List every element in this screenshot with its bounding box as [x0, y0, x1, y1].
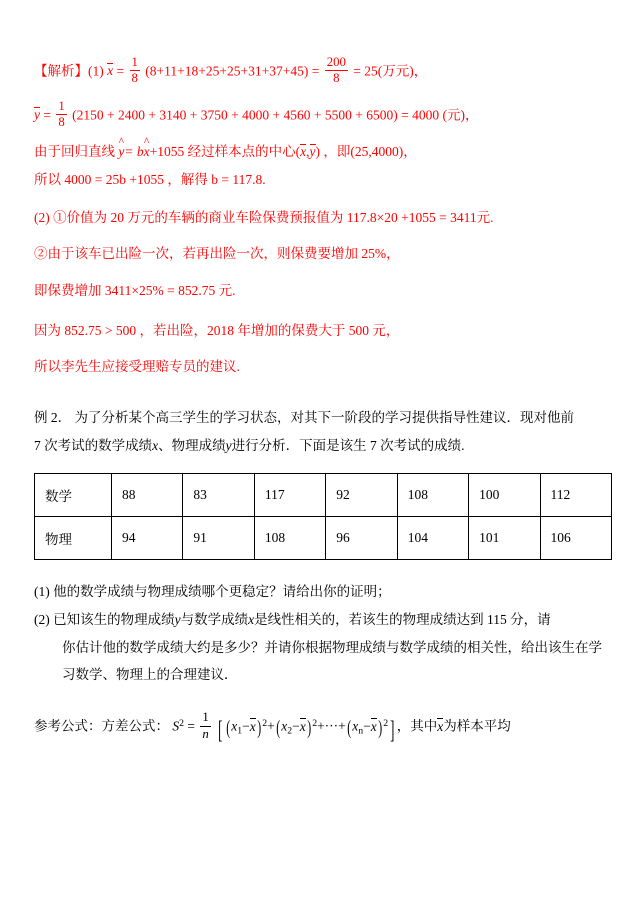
intro2-a: 7 次考试的数学成绩 [34, 437, 153, 453]
equals-3: = [353, 63, 361, 79]
question-1: (1) 他的数学成绩与物理成绩哪个更稳定？请给出你的证明； [34, 584, 391, 600]
formula-xn: x [352, 718, 359, 734]
formula-x1: x [231, 718, 238, 734]
q2-b: 与数学成绩 [180, 612, 249, 628]
right-paren-n: ) [378, 717, 382, 739]
formula-xn-sub: n [358, 725, 364, 737]
right-paren-2: ) [306, 717, 311, 739]
regression-text-d: ，即 [323, 143, 351, 159]
solution-line-4 [34, 173, 612, 187]
physics-score-6: 101 [469, 517, 540, 560]
variable-y-2: y [174, 612, 181, 628]
solution-line-9 [34, 360, 612, 374]
center-point: (x,y) [295, 143, 320, 159]
formula-x1-sub: 1 [237, 725, 243, 737]
solution-line-1 [34, 56, 612, 86]
formula-x2-sub: 2 [287, 725, 293, 737]
solution-line-3 [34, 144, 612, 159]
center-values: (25,4000) [350, 143, 404, 159]
math-score-2: 83 [183, 474, 254, 517]
sq-exp-n: 2 [383, 718, 389, 730]
xbar-unit: (万元) [377, 63, 414, 79]
formula-equals: = [187, 718, 195, 734]
left-paren-n: ( [347, 717, 351, 739]
solve-text-mid: ，解得 [167, 172, 208, 188]
xbar-value: 25 [364, 63, 378, 79]
solution-line-7 [34, 284, 612, 298]
physics-score-1: 94 [112, 517, 183, 560]
example2-intro-line1: 例 2． 为了分析某个高三学生的学习状态，对其下一阶段的学习提供指导性建议．现对他前 [34, 410, 574, 426]
x-sum-expression: (8+11+18+25+25+31+37+45) [145, 63, 309, 79]
solution-line-6 [34, 247, 612, 261]
example2-intro-line2 [34, 432, 612, 460]
formula-S-exponent: 2 [179, 718, 184, 730]
solution-line-8 [34, 324, 612, 338]
solve-text-a: 所以 [34, 172, 61, 188]
solve-text-end: . [262, 172, 266, 188]
physics-score-2: 91 [183, 517, 254, 560]
regression-text-a: 由于回归直线 [34, 143, 115, 159]
math-score-4: 92 [326, 474, 397, 517]
row-label-math: 数学 [35, 474, 112, 517]
one-over-n-fraction: $\frac{1}{n}$ [202, 710, 209, 741]
y-hat-symbol: ^ y [118, 144, 124, 159]
formula-S: S [172, 718, 180, 734]
right-paren-1: ) [256, 717, 261, 739]
reference-formula-line: 参考公式：方差公式： $S^2$ = $\frac{1}{n}$ [ $(x_1-x)^2+(x_2-x)^2+\cdot\cdot\cdot+(x_n-x)^2$] ，其中x为样本平均 [34, 710, 511, 745]
q2-c: 是线性相关的，若该生的物理成绩达到 115 分，请 [254, 612, 551, 628]
regression-eq-b: = b [124, 143, 144, 159]
left-bracket: [ [218, 715, 223, 745]
right-bracket: ] [390, 715, 395, 745]
equals-1: = [116, 63, 125, 79]
variable-x: x [152, 437, 159, 453]
row-label-physics: 物理 [35, 517, 112, 560]
solution-item-3: 即保费增加 3411×25% = 852.75 元. [34, 282, 236, 298]
equals-4: = [43, 107, 51, 123]
q2-a: (2) 已知该生的物理成绩 [34, 612, 175, 628]
question-list [34, 578, 612, 689]
question-2-line3: 习数学、物理上的合理建议． [62, 667, 238, 683]
solution-line-5 [34, 211, 612, 225]
solve-eq-1: 4000 = 25b +1055 [64, 172, 164, 188]
regression-text-c: 经过样本点的中心 [187, 143, 296, 159]
intro2-c: 进行分析．下面是该生 7 次考试的成绩. [231, 437, 465, 453]
math-score-5: 108 [397, 474, 468, 517]
x-hat-symbol: ^ x [144, 144, 150, 159]
math-score-6: 100 [469, 474, 540, 517]
ybar-unit: (元) [442, 107, 465, 123]
physics-score-5: 104 [397, 517, 468, 560]
solution-part2-label: (2) [34, 210, 50, 226]
solution-tag: 【解析】 [34, 63, 88, 79]
solution-item-1: ①价值为 20 万元的车辆的商业车险保费预报值为 117.8×20 +1055 = 3411元. [53, 210, 494, 226]
sq-exp-1: 2 [262, 718, 268, 730]
table-row [35, 517, 612, 560]
comma-1: ， [413, 63, 428, 79]
example2-block [34, 404, 612, 745]
solution-item-4: 因为 852.75 > 500 ，若出险，2018 年增加的保费大于 500 元， [34, 322, 400, 338]
left-paren-1: ( [225, 717, 230, 739]
left-paren-2: ( [275, 717, 280, 739]
solve-eq-2: b = 117.8 [211, 172, 263, 188]
physics-score-3: 108 [254, 517, 325, 560]
math-score-3: 117 [254, 474, 325, 517]
two-hundred-over-eight-fraction: $\frac{200}{8}$ [326, 55, 346, 86]
formula-tail-a: ，其中 [396, 718, 438, 734]
variable-x-2: x [248, 612, 255, 628]
question-2-line1 [34, 606, 612, 634]
ybar-value: 4000 [412, 107, 440, 123]
x-bar-symbol: x [107, 63, 114, 79]
y-sum-expression: (2150 + 2400 + 3140 + 3750 + 4000 + 4560 + 5500 + 6500) [72, 107, 398, 123]
document-content [34, 55, 612, 745]
physics-score-4: 96 [326, 517, 397, 560]
formula-label: 参考公式：方差公式： [34, 718, 169, 734]
one-eighth-fraction-2: $\frac{1}{8}$ [58, 98, 65, 130]
solution-part1-label: (1) [88, 63, 104, 79]
solution-item-5: 所以李先生应接受理赔专员的建议. [34, 358, 240, 374]
one-eighth-fraction: $\frac{1}{8}$ [131, 55, 138, 86]
y-bar-symbol: y [34, 107, 40, 123]
math-score-7: 112 [540, 474, 611, 517]
table-row [35, 474, 612, 517]
intro2-b: 、物理成绩 [158, 437, 226, 453]
comma-2: ， [464, 107, 479, 123]
equals-2: = [311, 63, 320, 79]
formula-tail-b: 为样本平均 [443, 718, 511, 734]
formula-x2: x [281, 718, 288, 734]
formula-dots: +···+ [317, 718, 346, 734]
regression-text-e: ， [403, 143, 417, 159]
physics-score-7: 106 [540, 517, 611, 560]
scores-table [34, 473, 612, 560]
question-2-line2: 你估计他的数学成绩大约是多少？并请你根据物理成绩与数学成绩的相关性，给出该生在学 [62, 639, 602, 655]
math-score-1: 88 [112, 474, 183, 517]
equals-5: = [401, 107, 409, 123]
solution-item-2: ②由于该车已出险一次，若再出险一次，则保费要增加 25%， [34, 246, 400, 262]
regression-eq-c: +1055 [149, 143, 185, 159]
variable-y: y [225, 437, 232, 453]
sq-exp-2: 2 [312, 718, 318, 730]
solution-line-2 [34, 100, 612, 130]
